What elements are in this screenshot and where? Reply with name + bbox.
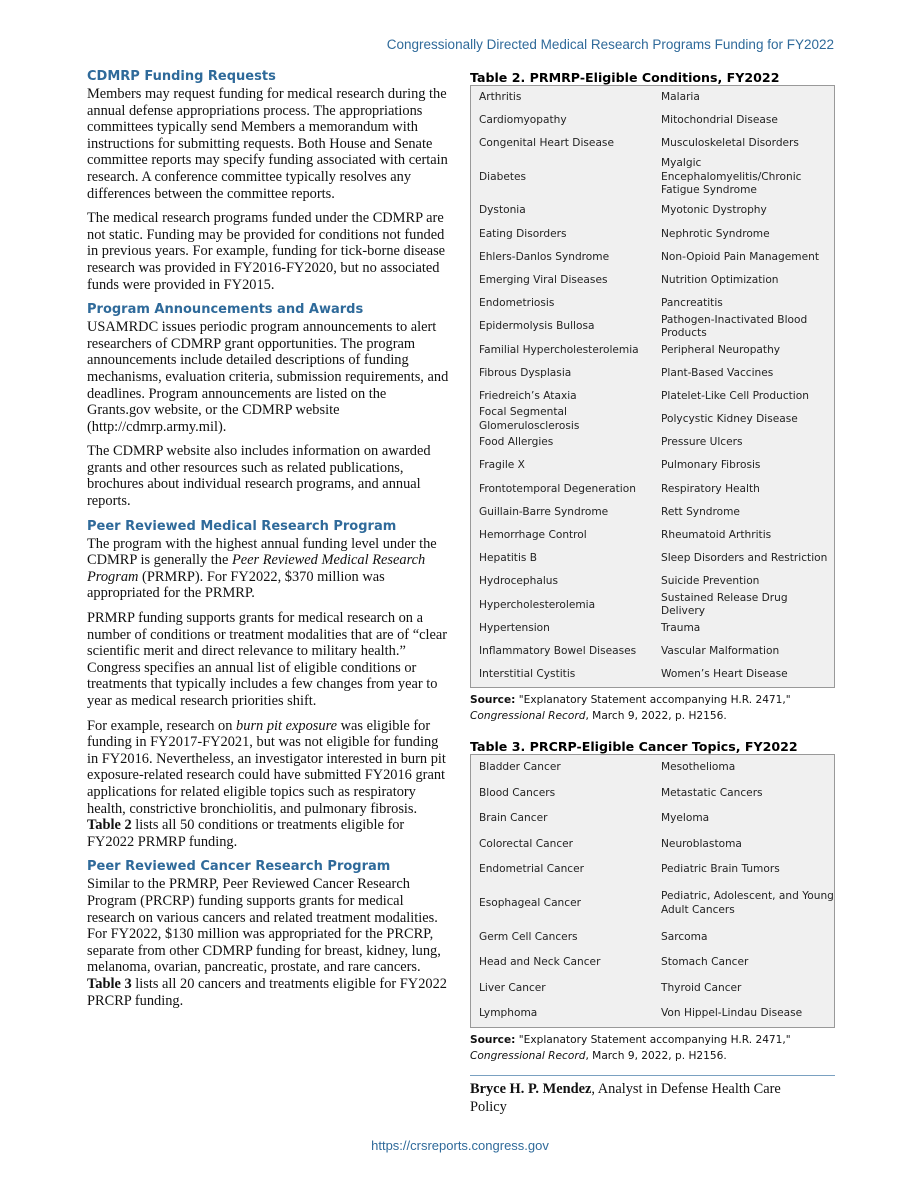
table-row	[471, 223, 834, 246]
table-cell: Pathogen-Inactivated Blood Products	[661, 313, 808, 340]
table-row	[471, 640, 834, 663]
table-row	[471, 755, 834, 781]
table-row	[471, 455, 834, 478]
table-cell: Peripheral Neuropathy	[661, 343, 781, 356]
table-row	[471, 313, 834, 340]
table-cell: Suicide Prevention	[661, 575, 760, 588]
table-cell: Esophageal Cancer	[479, 896, 581, 909]
table-row	[471, 781, 834, 807]
paragraph: PRMRP funding supports grants for medical research on a number of conditions or treatment modalities that are of “clear scientific merit and direct relevance to military health.” Congress specifies an annual list of eligible conditions or treatments that typically includes a few changes from year to year as medical research priorities shift.	[87, 610, 448, 709]
table-cell: Colorectal Cancer	[479, 837, 574, 850]
table-cell: Respiratory Health	[661, 482, 760, 495]
table-cell: Rett Syndrome	[661, 505, 740, 518]
paragraph: For example, research on burn pit exposure was eligible for funding in FY2017-FY2021, but was not eligible for funding in FY2016. Nevertheless, an investigator interested in burn pit exposure-related research could have submitted FY2016 grant applications for related eligible topics such as respiratory health, constrictive bronchiolitis, and pulmonary fibrosis. Table 2 lists all 50 conditions or treatments eligible for FY2022 PRMRP funding.	[87, 717, 446, 850]
table-cell: Mitochondrial Disease	[661, 114, 778, 127]
table-3-block	[470, 739, 835, 1064]
table-row	[471, 883, 834, 925]
table-cell: Nutrition Optimization	[661, 273, 779, 286]
table-cell: Familial Hypercholesterolemia	[479, 343, 639, 356]
table-2-block	[470, 70, 835, 724]
table-cell: Congenital Heart Disease	[479, 137, 614, 150]
running-header: Congressionally Directed Medical Research Programs Funding for FY2022	[386, 37, 834, 52]
table-cell: Epidermolysis Bullosa	[479, 320, 595, 333]
table-3-source: Source: "Explanatory Statement accompanying H.R. 2471," Congressional Record, March 9, 2022, p. H2156.	[470, 1033, 791, 1062]
table-row	[471, 385, 834, 408]
paragraph: Members may request funding for medical research during the annual defense appropriations process. The appropriations committees typically send Members a memorandum with instructions for submitting requests. Both House and Senate committee reports may specify funding associated with certain research. A conference committee typically resolves any differences between the committee reports.	[87, 86, 448, 202]
author-credit: Bryce H. P. Mendez, Analyst in Defense Health Care Policy	[470, 1081, 781, 1115]
table-row	[471, 408, 834, 431]
table-row	[471, 857, 834, 883]
table-cell: Neuroblastoma	[661, 837, 742, 850]
table-cell: Nephrotic Syndrome	[661, 227, 770, 240]
table-cell: Sarcoma	[661, 930, 708, 943]
table-cell: Metastatic Cancers	[661, 786, 763, 799]
table-row	[471, 591, 834, 618]
table-row	[471, 501, 834, 524]
table-row	[471, 950, 834, 976]
table-cell: Stomach Cancer	[661, 956, 749, 968]
footer-url: https://crsreports.congress.gov	[371, 1138, 549, 1153]
table-cell: Inflammatory Bowel Diseases	[479, 644, 637, 657]
table-cell: Hepatitis B	[479, 552, 538, 565]
table-cell: Women’s Heart Disease	[661, 668, 788, 681]
table-row	[471, 132, 834, 155]
body-text-column	[87, 68, 451, 1017]
table-cell: Germ Cell Cancers	[479, 930, 578, 943]
table-cell: Food Allergies	[479, 436, 554, 449]
table-cell: Myalgic Encephalomyelitis/Chronic Fatigue Syndrome	[661, 157, 802, 197]
table-row	[471, 246, 834, 269]
table-cell: Pediatric, Adolescent, and Young Adult Cancers	[661, 890, 834, 916]
table-cell: Myeloma	[661, 812, 710, 824]
author-divider	[470, 1075, 835, 1076]
table-2-title: Table 2. PRMRP-Eligible Conditions, FY2022	[470, 70, 780, 85]
table-row	[471, 109, 834, 132]
table-cell: Frontotemporal Degeneration	[479, 482, 636, 495]
table-cell: Sleep Disorders and Restriction	[661, 552, 828, 565]
table-row	[471, 362, 834, 385]
table-cell: Trauma	[661, 621, 701, 634]
table-cell: Rheumatoid Arthritis	[661, 529, 772, 542]
table-cell: Blood Cancers	[479, 786, 556, 799]
table-2	[470, 85, 835, 688]
table-cell: Von Hippel-Lindau Disease	[661, 1007, 803, 1019]
table-cell: Pediatric Brain Tumors	[661, 863, 780, 875]
table-3	[470, 754, 835, 1028]
table-cell: Thyroid Cancer	[661, 981, 742, 994]
table-cell: Arthritis	[479, 90, 522, 103]
table-cell: Endometrial Cancer	[479, 863, 585, 875]
section-heading-prmrp: Peer Reviewed Medical Research Program	[87, 518, 397, 534]
table-row	[471, 547, 834, 570]
table-cell: Hydrocephalus	[479, 575, 559, 588]
table-cell: Interstitial Cystitis	[479, 668, 576, 681]
table-cell: Hypercholesterolemia	[479, 598, 596, 611]
table-row	[471, 663, 834, 686]
table-row	[471, 292, 834, 315]
table-cell: Vascular Malformation	[661, 644, 780, 657]
table-cell: Fragile X	[479, 459, 525, 472]
table-cell: Bladder Cancer	[479, 761, 561, 773]
table-cell: Cardiomyopathy	[479, 114, 567, 127]
table-cell: Myotonic Dystrophy	[661, 204, 767, 217]
table-cell: Dystonia	[479, 204, 526, 217]
table-row	[471, 269, 834, 292]
table-cell: Mesothelioma	[661, 761, 736, 773]
table-cell: Friedreich’s Ataxia	[479, 389, 577, 402]
table-3-title: Table 3. PRCRP-Eligible Cancer Topics, FY2022	[470, 739, 798, 754]
table-cell: Pancreatitis	[661, 297, 723, 310]
table-cell: Platelet-Like Cell Production	[661, 389, 809, 402]
section-heading-prcrp: Peer Reviewed Cancer Research Program	[87, 859, 391, 875]
table-row	[471, 156, 834, 200]
table-row	[471, 200, 834, 223]
table-cell: Plant-Based Vaccines	[661, 366, 774, 379]
table-cell: Musculoskeletal Disorders	[661, 137, 799, 150]
table-cell: Liver Cancer	[479, 981, 546, 994]
section-heading-funding-requests: CDMRP Funding Requests	[87, 69, 276, 84]
table-cell: Emerging Viral Diseases	[479, 273, 608, 286]
paragraph: The medical research programs funded under the CDMRP are not static. Funding may be provided for conditions not funded in previous years. For example, funding for tick-borne disease research was provided in FY2016-FY2020, but no associated funds were provided in FY2015.	[87, 210, 446, 293]
table-cell: Malaria	[661, 90, 700, 103]
table-cell: Pressure Ulcers	[661, 436, 743, 449]
paragraph: Similar to the PRMRP, Peer Reviewed Cancer Research Program (PRCRP) funding supports grants for medical research on various cancers and related treatment modalities. For FY2022, $130 million was appropriated for the PRCRP, separate from other CDMRP funding for breast, kidney, lung, melanoma, ovarian, pancreatic, prostate, and rare cancers. Table 3 lists all 20 cancers and treatments eligible for FY2022 PRCRP funding.	[87, 876, 447, 1009]
table-cell: Brain Cancer	[479, 812, 548, 824]
table-row	[471, 617, 834, 640]
table-cell: Hypertension	[479, 621, 550, 634]
table-row	[471, 976, 834, 1002]
table-cell: Head and Neck Cancer	[479, 956, 601, 968]
table-2-source: Source: "Explanatory Statement accompanying H.R. 2471," Congressional Record, March 9, 2022, p. H2156.	[470, 693, 791, 722]
table-cell: Non-Opioid Pain Management	[661, 250, 819, 263]
section-heading-program-announcements: Program Announcements and Awards	[87, 302, 364, 318]
table-row	[471, 478, 834, 501]
table-cell: Polycystic Kidney Disease	[661, 413, 798, 426]
table-cell: Ehlers-Danlos Syndrome	[479, 250, 610, 263]
table-row	[471, 524, 834, 547]
table-cell: Focal Segmental Glomerulosclerosis	[479, 406, 580, 432]
paragraph: The program with the highest annual funding level under the CDMRP is generally the Peer Reviewed Medical Research Program (PRMRP). For FY2022, $370 million was appropriated for the PRMRP.	[87, 535, 437, 602]
table-row	[471, 431, 834, 454]
paragraph: The CDMRP website also includes information on awarded grants and other resources such as related publications, brochures about individual research programs, and annual reports.	[87, 443, 431, 510]
paragraph: USAMRDC issues periodic program announcements to alert researchers of CDMRP grant opportunities. The program announcements include detailed descriptions of funding mechanisms, evaluation criteria, submission requirements, and deadlines. Program announcements are listed on the Grants.gov website, or the CDMRP website (http://cdmrp.army.mil).	[87, 319, 449, 435]
table-row	[471, 86, 834, 109]
table-cell: Eating Disorders	[479, 227, 567, 240]
table-cell: Lymphoma	[479, 1007, 538, 1019]
table-row	[471, 806, 834, 832]
table-cell: Sustained Release Drug Delivery	[661, 591, 788, 618]
table-cell: Diabetes	[479, 170, 527, 183]
table-cell: Endometriosis	[479, 297, 555, 310]
table-row	[471, 925, 834, 951]
table-cell: Fibrous Dysplasia	[479, 366, 572, 379]
table-row	[471, 571, 834, 594]
table-row	[471, 339, 834, 362]
table-cell: Hemorrhage Control	[479, 529, 587, 542]
table-cell: Guillain-Barre Syndrome	[479, 505, 609, 518]
table-cell: Pulmonary Fibrosis	[661, 459, 761, 472]
table-row	[471, 1001, 834, 1027]
table-row	[471, 832, 834, 858]
